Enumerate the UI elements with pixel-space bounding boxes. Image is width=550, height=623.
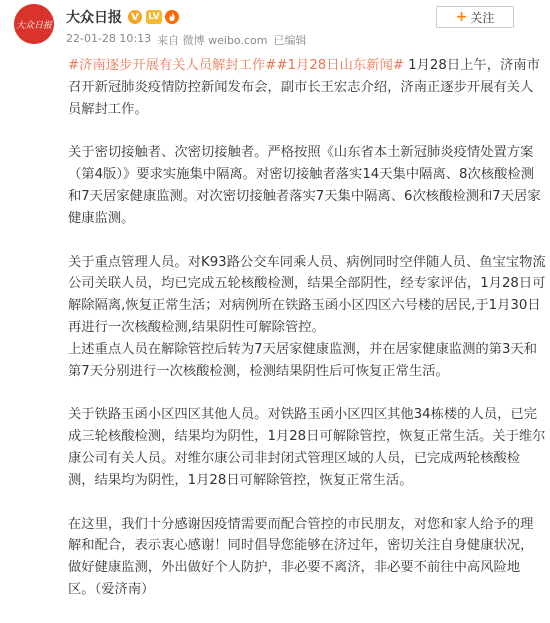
- paragraph-text: 1月28日上午，济南市召开新冠肺炎疫情防控新闻发布会，副市长王宏志介绍，济南正逐步开展有关人员解封工作。: [68, 58, 540, 117]
- avatar[interactable]: [14, 4, 54, 44]
- topic-tag-link[interactable]: #1月28日山东新闻#: [276, 58, 404, 73]
- post-paragraph-1: [68, 55, 546, 120]
- avatar-text: 大众日报: [15, 21, 53, 31]
- post-time[interactable]: 22-01-28 10:13: [66, 32, 152, 45]
- topic-tag-link[interactable]: #济南逐步开展有关人员解封工作#: [68, 58, 277, 73]
- post-meta: [66, 32, 306, 48]
- verified-badge-icon: V: [128, 10, 142, 24]
- post-paragraph-3: 关于重点管理人员。对K93路公交车同乘人员、病例同时空伴随人员、鱼宝宝物流公司关联人员，均已完成五轮核酸检测，结果全部阴性，经专家评估，1月28日可解除隔离,恢复正常生活；对病例所在铁路玉函小区四区六号楼的居民,于1月30日再进行一次核酸检测,结果阴性可解除管控。: [68, 254, 546, 335]
- account-name-row: [66, 7, 179, 27]
- post-body: [68, 55, 546, 623]
- post-paragraph-6: 在这里，我们十分感谢因疫情需要而配合管控的市民朋友，对您和家人给予的理解和配合，表示衷心感谢！同时倡导您能够在济过年，密切关注自身健康状况，做好健康监测，外出做好个人防护，非必要不离济，非必要不前往中高风险地区。（爱济南）: [68, 516, 534, 597]
- post-header: [0, 0, 550, 56]
- post-paragraph-2: 关于密切接触者、次密切接触者。严格按照《山东省本土新冠肺炎疫情处置方案（第4版）》要求实施集中隔离。对密切接触者落实14天集中隔离、8次核酸检测和7天居家健康监测。对次密切接触者落实7天集中隔离、6次核酸检测和7天居家健康监测。: [68, 145, 541, 226]
- follow-button[interactable]: [436, 6, 514, 28]
- post-paragraph-5: 关于铁路玉函小区四区其他人员。对铁路玉函小区四区其他34栋楼的人员，已完成三轮核酸检测，结果均为阴性，1月28日可解除管控，恢复正常生活。关于维尔康公司有关人员。对维尔康公司非封闭式管理区域的人员，已完成两轮核酸检测，结果均为阴性，1月28日可解除管控，恢复正常生活。: [68, 407, 546, 488]
- follow-label: 关注: [470, 10, 495, 25]
- plus-icon: +: [455, 9, 468, 25]
- fire-icon: [165, 10, 179, 24]
- avatar-logo-icon: [14, 4, 54, 44]
- account-name[interactable]: 大众日报: [66, 10, 122, 26]
- post-source[interactable]: 来自 微博 weibo.com: [157, 34, 268, 47]
- edited-status[interactable]: 已编辑: [273, 34, 307, 47]
- level-badge-icon: LV: [146, 10, 162, 24]
- post-paragraph-4: 上述重点人员在解除管控后转为7天居家健康监测，并在居家健康监测的第3天和第7天分别进行一次核酸检测，检测结果阴性后可恢复正常生活。: [68, 341, 538, 379]
